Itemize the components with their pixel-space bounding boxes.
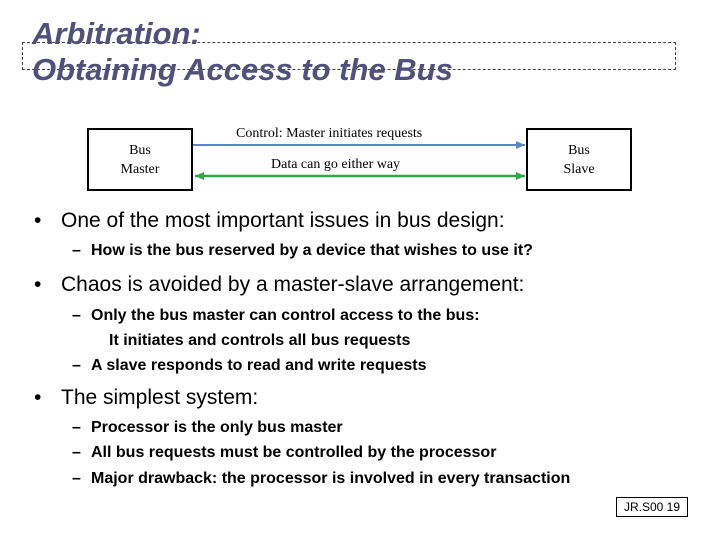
sub-bullet-dash: – <box>72 419 81 436</box>
title-line-1: Arbitration: <box>32 16 201 51</box>
bus-slave-line-1: Bus <box>568 142 590 158</box>
bullet-3-text: The simplest system: <box>61 386 259 409</box>
sub-bullet-2-1-text: Only the bus master can control access to the bus: <box>91 307 480 324</box>
sub-bullet-dash: – <box>72 444 81 461</box>
bullet-dot: • <box>34 273 42 296</box>
bus-slave-box <box>526 128 632 191</box>
sub-bullet-3-2-text: All bus requests must be controlled by the processor <box>91 444 497 461</box>
control-label: Control: Master initiates requests <box>236 126 423 141</box>
bullet-dot: • <box>34 209 42 232</box>
sub-bullet-3-1-text: Processor is the only bus master <box>91 419 343 436</box>
bullet-2-text: Chaos is avoided by a master-slave arrangement: <box>61 273 525 296</box>
sub-bullet-3-3-text: Major drawback: the processor is involved in every transaction <box>91 470 571 487</box>
bus-master-line-2: Master <box>120 161 160 177</box>
bus-slave-line-2: Slave <box>563 161 595 177</box>
bullet-dot: • <box>34 386 42 409</box>
sub-bullet-dash: – <box>72 242 81 259</box>
sub-bullet-dash: – <box>72 357 81 374</box>
sub-bullet-1-1-text: How is the bus reserved by a device that wishes to use it? <box>91 242 533 259</box>
sub-bullet-2-1-continuation: It initiates and controls all bus requests <box>109 332 411 349</box>
sub-bullet-dash: – <box>72 470 81 487</box>
data-label: Data can go either way <box>271 157 401 172</box>
bus-master-line-1: Bus <box>129 142 151 158</box>
title-line-2: Obtaining Access to the Bus <box>32 52 453 87</box>
sub-bullet-2-2-text: A slave responds to read and write requests <box>91 357 427 374</box>
bus-master-box <box>87 128 193 191</box>
footer-label: JR.S00 19 <box>623 500 681 514</box>
slide-footer <box>616 497 688 517</box>
bullet-1-text: One of the most important issues in bus design: <box>61 209 505 232</box>
sub-bullet-dash: – <box>72 307 81 324</box>
